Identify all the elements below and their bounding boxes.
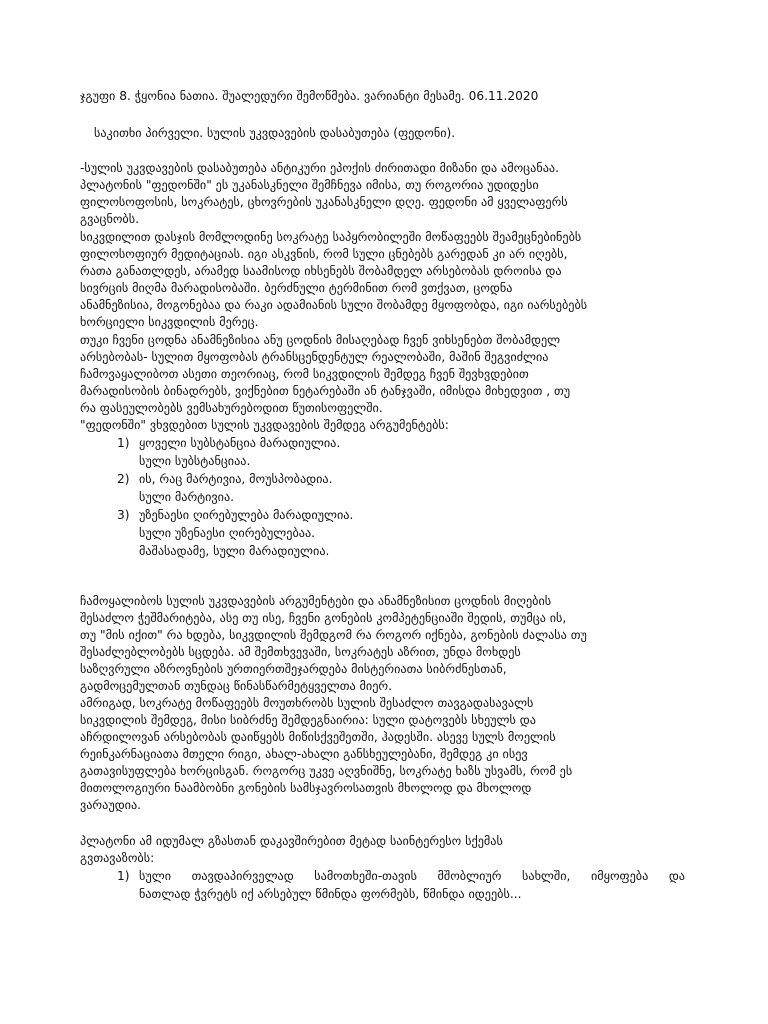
document-header: ჯგუფი 8. ჭყონია ნათია. შუალედური შემოწმება. ვარიანტი მესამე. 06.11.2020 xyxy=(80,89,539,103)
paragraph-3-line: არსებობას- სულით მყოფობას ტრანსცენდენტულ რეალობაში, მაშინ შეგვიძლია xyxy=(80,350,549,364)
paragraph-2-line: ანამნეზისია, მოგონებაა და რაკი ადამიანის სული შობამდე მყოფობდა, იგი იარსებებს xyxy=(80,298,588,312)
argument-line: სული უზენაესი ღირებულებაა. xyxy=(139,526,316,540)
paragraph-5-line: აჩრდილოვან არსებობას დაიწყებს მიწისქვეშეთში, ჰადესში. ასევე სულს მოელის xyxy=(80,730,556,744)
argument-number: 3) xyxy=(117,508,130,522)
list-line: სული თავდაპირველად სამოთხეში-თავის მშობლიურ სახლში, იმყოფება და xyxy=(139,869,685,883)
paragraph-4-line: შესაძლებლობებს სცდება. ამ შემთხვევაში, სოკრატეს აზრით, უნდა მოხდეს xyxy=(80,645,521,659)
paragraph-2-line: ფილოსოფიურ მედიტაციას. იგი ასკვნის, რომ სული ცნებებს გარედან კი არ იღებს, xyxy=(80,247,568,261)
paragraph-5-line: სიკვდილის შემდეგ, მისი სიბრძნე შემდეგნაირია: სული დატოვებს სხეულს და xyxy=(80,713,536,727)
paragraph-6-line: გვთავაზობს: xyxy=(80,851,155,865)
paragraph-3-line: ჩამოვაყალიბოთ ასეთი თეორიაც, რომ სიკვდილის შემდეგ ჩვენ შევხვდებით xyxy=(80,367,529,381)
paragraph-2-line: ხორციელი სიკვდილის მერეც. xyxy=(80,315,259,329)
argument-line: მაშასადამე, სული მარადიულია. xyxy=(139,544,330,558)
paragraph-3-line: რა ფასეულობებს ვემსახურებოდით წუთისოფელში. xyxy=(80,401,383,415)
paragraph-1-line: პლატონის "ფედონში" ეს უკანასკნელი შემჩნევა იმისა, თუ როგორია უდიდესი xyxy=(80,178,539,192)
section-title: საკითხი პირველი. სულის უკვდავების დასაბუთება (ფედონი). xyxy=(94,126,456,140)
paragraph-4-line: ჩამოყალიბოს სულის უკვდავების არგუმენტები და ანამნეზისით ცოდნის მიღების xyxy=(80,594,552,608)
paragraph-5-line: მითოლოგიური ნაამბობნი გონების სამსჯავროსათვის მხოლოდ და მხოლოდ xyxy=(80,781,532,795)
paragraph-2-line: სივრცის მიღმა მარადისობაში. ბერძნული ტერმინით რომ ვთქვათ, ცოდნა xyxy=(80,281,513,295)
paragraph-6-line: პლატონი ამ იდუმალ გზასთან დაკავშირებით მეტად საინტერესო სქემას xyxy=(80,834,503,848)
paragraph-4-line: გადმოცემულთან თუნდაც წინასწარმეტყველთა მიერ. xyxy=(80,679,392,693)
paragraph-4-line: თუ "მის იქით" რა ხდება, სიკვდილის შემდგომ რა როგორ იქნება, გონების ძალასა თუ xyxy=(80,628,587,642)
paragraph-5-line: ვარაუდია. xyxy=(80,798,142,812)
paragraph-4-line: შესაძლო ჭეშმარიტება, ასე თუ ისე, ჩვენი გონების კომპეტენციაში შედის, თუმცა ის, xyxy=(80,611,567,625)
argument-line: უზენაესი ღირებულება მარადიულია. xyxy=(139,508,354,522)
argument-line: ის, რაც მარტივია, მოუსპობადია. xyxy=(139,472,333,486)
paragraph-4-line: საზღვრული აზროვნების ურთიერთშეჯარდება მისტერიათა სიბრძნესთან, xyxy=(80,662,507,676)
argument-line: ყოველი სუბსტანცია მარადიულია. xyxy=(139,436,341,450)
paragraph-3-line: თუკი ჩვენი ცოდნა ანამნეზისია ანუ ცოდნის მისაღებად ჩვენ ვიხსენებთ შობამდელ xyxy=(80,333,561,347)
paragraph-5-line: ამრიგად, სოკრატე მოწაფეებს მოუთხრობს სულის შესაძლო თავგადასავალს xyxy=(80,696,534,710)
list-number: 1) xyxy=(117,869,130,883)
paragraph-2-line: სიკვდილით დასჯის მომლოდინე სოკრატე საპყრობილეში მოწაფეებს შეამეცნებინებს xyxy=(80,230,582,244)
argument-line: სული სუბსტანციაა. xyxy=(139,454,251,468)
paragraph-5-line: გათავისუფლება ხორცისგან. როგორც უკვე აღვნიშნე, სოკრატე ხაზს უსვამს, რომ ეს xyxy=(80,764,573,778)
argument-line: სული მარტივია. xyxy=(139,490,235,504)
argument-number: 1) xyxy=(117,436,130,450)
paragraph-1-line: გვაცნობს. xyxy=(80,212,139,226)
paragraph-2-line: რათა განათლდეს, არამედ საამისოდ იხსენებს შობამდელ არსებობას დროისა და xyxy=(80,264,562,278)
argument-number: 2) xyxy=(117,472,130,486)
paragraph-1-line: -სულის უკვდავების დასაბუთება ანტიკური ეპოქის ძირითადი მიზანი და ამოცანაა. xyxy=(80,161,559,175)
paragraph-5-line: რეინკარნაციათა მთელი რიგი, ახალ-ახალი განსხეულებანი, შემდეგ კი ისევ xyxy=(80,747,528,761)
arguments-intro: "ფედონში" ვხვდებით სულის უკვდავების შემდეგ არგუმენტებს: xyxy=(80,418,449,432)
list-line: ნათლად ჭვრეტს იქ არსებულ წმინდა ფორმებს, წმინდა იდეებს... xyxy=(139,887,522,901)
paragraph-3-line: მარადისობის ბინადრებს, ვიქნებით ნეტარებაში ან ტანჯვაში, იმისდა მიხედვით , თუ xyxy=(80,384,571,398)
paragraph-1-line: ფილოსოფოსის, სოკრატეს, ცხოვრების უკანასკნელი დღე. ფედონი ამ ყველაფერს xyxy=(80,195,568,209)
